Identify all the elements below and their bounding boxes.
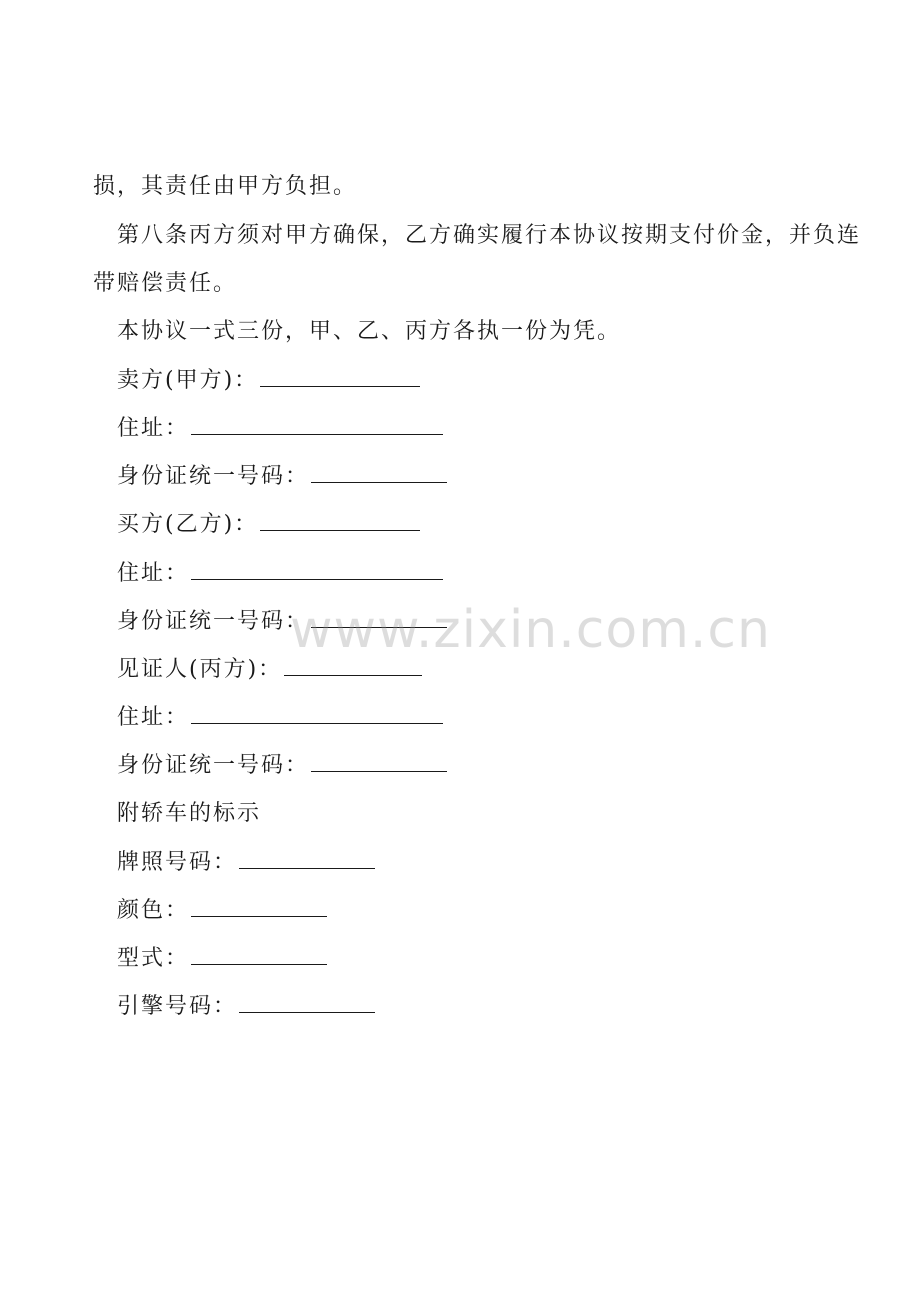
copies-clause: 本协议一式三份，甲、乙、丙方各执一份为凭。 [117,319,622,344]
seller-field [117,366,420,396]
seller-id-blank [311,462,447,483]
buyer-label: 买方(乙方)： [117,512,259,537]
witness-address-label: 住址： [117,705,190,730]
buyer-id-label: 身份证统一号码： [117,609,310,634]
engine-field [117,992,375,1022]
article-eight-line1: 第八条丙方须对甲方确保，乙方确实履行本协议按期支付价金，并负连 [117,223,862,248]
buyer-field [117,510,420,540]
seller-address-label: 住址： [117,416,190,441]
model-field [117,944,327,974]
witness-label: 见证人(丙方)： [117,657,283,682]
engine-blank [239,992,375,1013]
paragraph-liability-end: 损，其责任由甲方负担。 [93,174,358,199]
color-label: 颜色： [117,898,190,923]
witness-id-blank [311,751,447,772]
seller-id-label: 身份证统一号码： [117,464,310,489]
model-label: 型式： [117,946,190,971]
witness-address-field [117,703,443,733]
watermark: www.zixin.com.cn [290,600,771,660]
article-eight-line2: 带赔偿责任。 [93,271,238,296]
color-field [117,896,327,926]
witness-id-field [117,751,447,781]
seller-id-field [117,462,447,492]
seller-blank [260,366,420,387]
plate-label: 牌照号码： [117,850,238,875]
witness-address-blank [191,703,443,724]
engine-label: 引擎号码： [117,994,238,1019]
plate-blank [239,848,375,869]
buyer-address-label: 住址： [117,561,190,586]
seller-label: 卖方(甲方)： [117,368,259,393]
buyer-address-field [117,559,443,589]
color-blank [191,896,327,917]
buyer-address-blank [191,559,443,580]
seller-address-blank [191,414,443,435]
witness-id-label: 身份证统一号码： [117,753,310,778]
plate-field [117,848,375,878]
buyer-blank [260,510,420,531]
model-blank [191,944,327,965]
seller-address-field [117,414,443,444]
vehicle-heading: 附轿车的标示 [117,801,262,826]
